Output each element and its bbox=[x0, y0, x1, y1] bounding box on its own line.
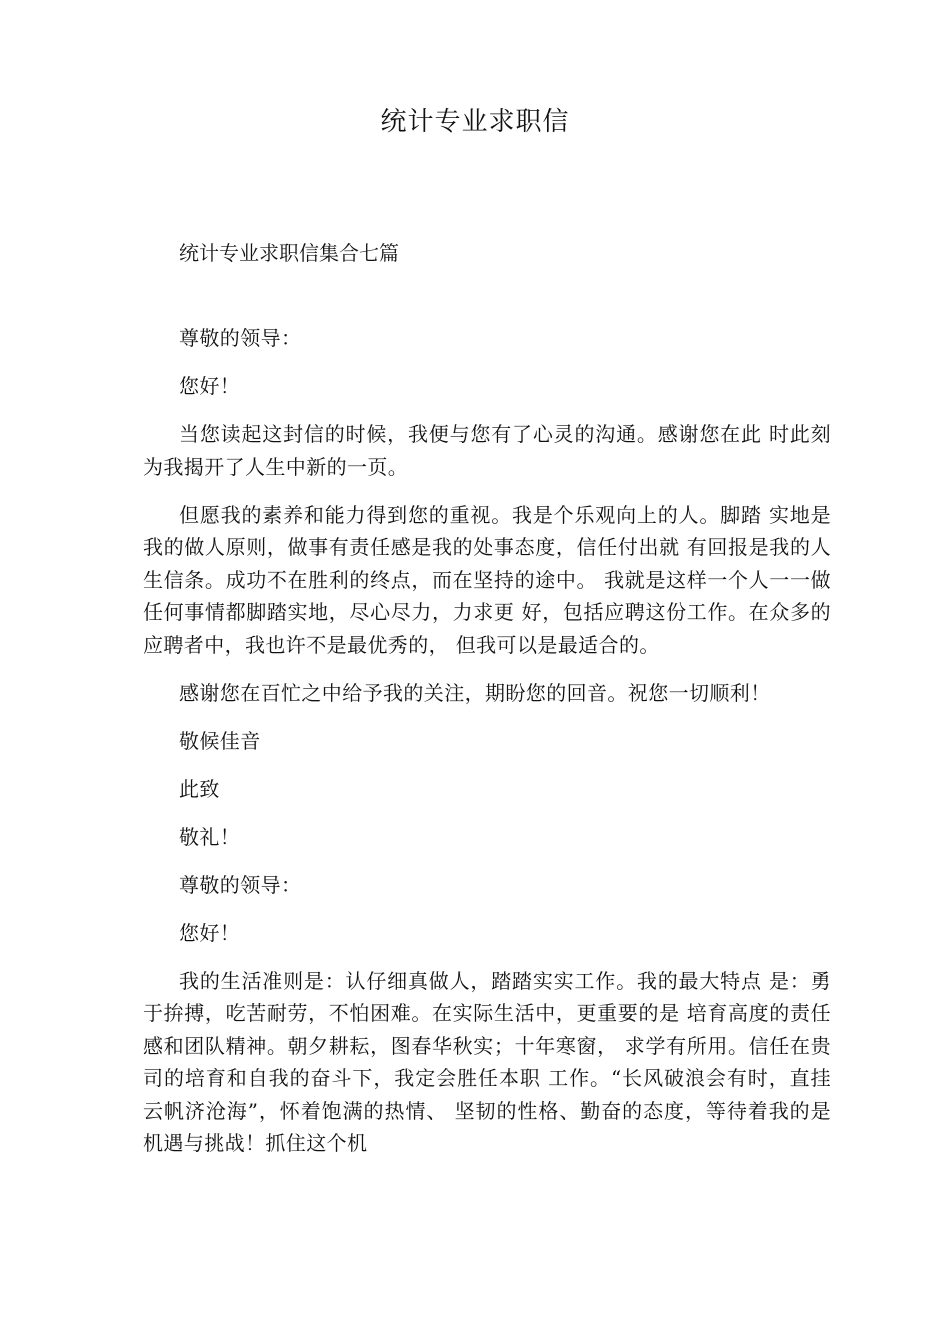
greeting-1: 您好！ bbox=[179, 374, 241, 398]
document-subtitle: 统计专业求职信集合七篇 bbox=[179, 241, 399, 265]
document-title: 统计专业求职信 bbox=[380, 107, 570, 137]
closing-line-2: 此致 bbox=[179, 776, 220, 801]
closing-line-3: 敬礼！ bbox=[179, 824, 241, 849]
body-paragraph-3: 感谢您在百忙之中给予我的关注，期盼您的回音。祝您一切顺利！ bbox=[179, 680, 771, 705]
greeting-2: 您好！ bbox=[179, 920, 241, 945]
salutation-2: 尊敬的领导： bbox=[179, 872, 302, 897]
body-paragraph-2: 但愿我的素养和能力得到您的重视。我是个乐观向上的人。脚踏 实地是我的做人原则，做事有责任感是我的处事态度，信任付出就 有回报是我的人生信条。成功不在胜利的终点，而在坚持的途中。 我就是这样一个人一一做任何事情都脚踏实地，尽心尽力，力求更 好，包括应聘这份工作。在众多的应聘者中，我也许不是最优秀的， 但我可以是最适合的。 bbox=[143, 502, 831, 657]
closing-line-1: 敬候佳音 bbox=[179, 728, 261, 753]
document-body bbox=[143, 236, 831, 1175]
body-paragraph-1: 当您读起这封信的时候，我便与您有了心灵的沟通。感谢您在此 时此刻为我揭开了人生中新的一页。 bbox=[143, 422, 831, 479]
body-paragraph-4: 我的生活准则是：认仔细真做人，踏踏实实工作。我的最大特点 是：勇于拚搏，吃苦耐劳，不怕困难。在实际生活中，更重要的是 培育高度的责任感和团队精神。朝夕耕耘，图春华秋实；十年寒窗， 求学有所用。信任在贵司的培育和自我的奋斗下，我定会胜任本职 工作。“长风破浪会有时，直挂云帆济沧海”，怀着饱满的热情、 坚韧的性格、勤奋的态度，等待着我的是机遇与挑战！抓住这个机 bbox=[143, 968, 831, 1155]
salutation-1: 尊敬的领导： bbox=[179, 326, 302, 350]
